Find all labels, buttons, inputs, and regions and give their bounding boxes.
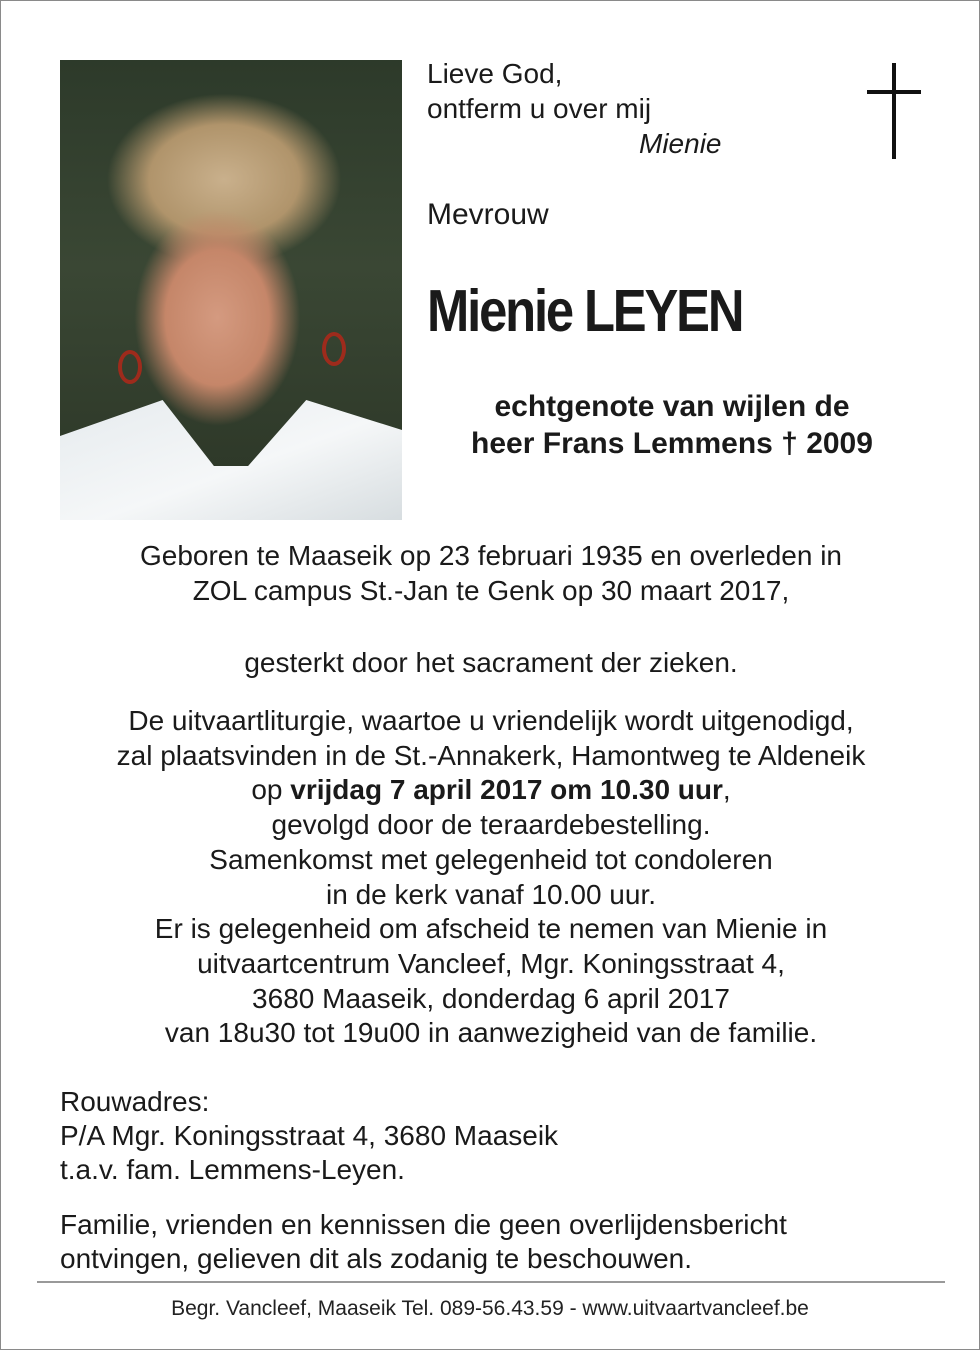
funeral-date-prefix: op — [251, 774, 291, 806]
address-label: Rouwadres: — [60, 1086, 210, 1117]
funeral-date-suffix: , — [722, 774, 731, 806]
portrait-earring-right — [322, 332, 346, 366]
portrait-earring-left — [118, 350, 142, 384]
birth-line-2: ZOL campus St.-Jan te Genk op 30 maart 2017, — [192, 574, 790, 606]
prayer-line-1: Lieve God, — [427, 58, 563, 89]
spouse-line-1: echtgenote van wijlen de — [494, 390, 850, 423]
notice-line-2: ontvingen, gelieven dit als zodanig te beschouwen. — [60, 1243, 692, 1274]
mourning-address — [60, 1085, 940, 1187]
spouse-info — [401, 388, 943, 462]
funeral-line-2: zal plaatsvinden in de St.-Annakerk, Hamontweg te Aldeneik — [116, 739, 866, 771]
funeral-line-3 — [41, 773, 941, 808]
footer-divider — [37, 1281, 945, 1283]
portrait-photo — [60, 60, 402, 520]
sacrament-line: gesterkt door het sacrament der zieken. — [244, 647, 738, 678]
prayer-line-2: ontferm u over mij — [427, 93, 652, 124]
funeral-info — [41, 704, 941, 1051]
cross-icon — [867, 63, 921, 159]
birth-death-info — [41, 539, 941, 608]
notice-text — [60, 1208, 940, 1276]
funeral-line-9: 3680 Maaseik, donderdag 6 april 2017 — [252, 982, 730, 1014]
funeral-line-7: Er is gelegenheid om afscheid te nemen van Mienie in — [154, 913, 828, 945]
deceased-name: Mienie LEYEN — [427, 278, 743, 344]
funeral-line-1: De uitvaartliturgie, waartoe u vriendelijk wordt uitgenodigd, — [128, 705, 854, 736]
spouse-line-2: heer Frans Lemmens † 2009 — [471, 427, 873, 460]
address-line-2: t.a.v. fam. Lemmens-Leyen. — [60, 1154, 405, 1185]
funeral-line-4: gevolgd door de teraardebestelling. — [271, 809, 711, 841]
funeral-line-5: Samenkomst met gelegenheid tot condoleren — [209, 843, 773, 875]
notice-line-1: Familie, vrienden en kennissen die geen overlijdensbericht — [60, 1209, 787, 1240]
funeral-line-8: uitvaartcentrum Vancleef, Mgr. Koningsstraat 4, — [197, 947, 785, 979]
funeral-date-time: vrijdag 7 april 2017 om 10.30 uur — [290, 774, 723, 806]
prayer-signature: Mienie — [639, 128, 722, 159]
funeral-line-6: in de kerk vanaf 10.00 uur. — [326, 878, 656, 910]
address-line-1: P/A Mgr. Koningsstraat 4, 3680 Maaseik — [60, 1120, 559, 1151]
funeral-line-10: van 18u30 tot 19u00 in aanwezigheid van de familie. — [164, 1017, 818, 1049]
prayer-text — [427, 56, 722, 159]
portrait-collar — [60, 400, 402, 520]
funeral-home-footer: Begr. Vancleef, Maaseik Tel. 089-56.43.59 - www.uitvaartvancleef.be — [171, 1297, 809, 1320]
honorific: Mevrouw — [427, 198, 549, 231]
birth-line-1: Geboren te Maaseik op 23 februari 1935 en overleden in — [139, 540, 843, 571]
